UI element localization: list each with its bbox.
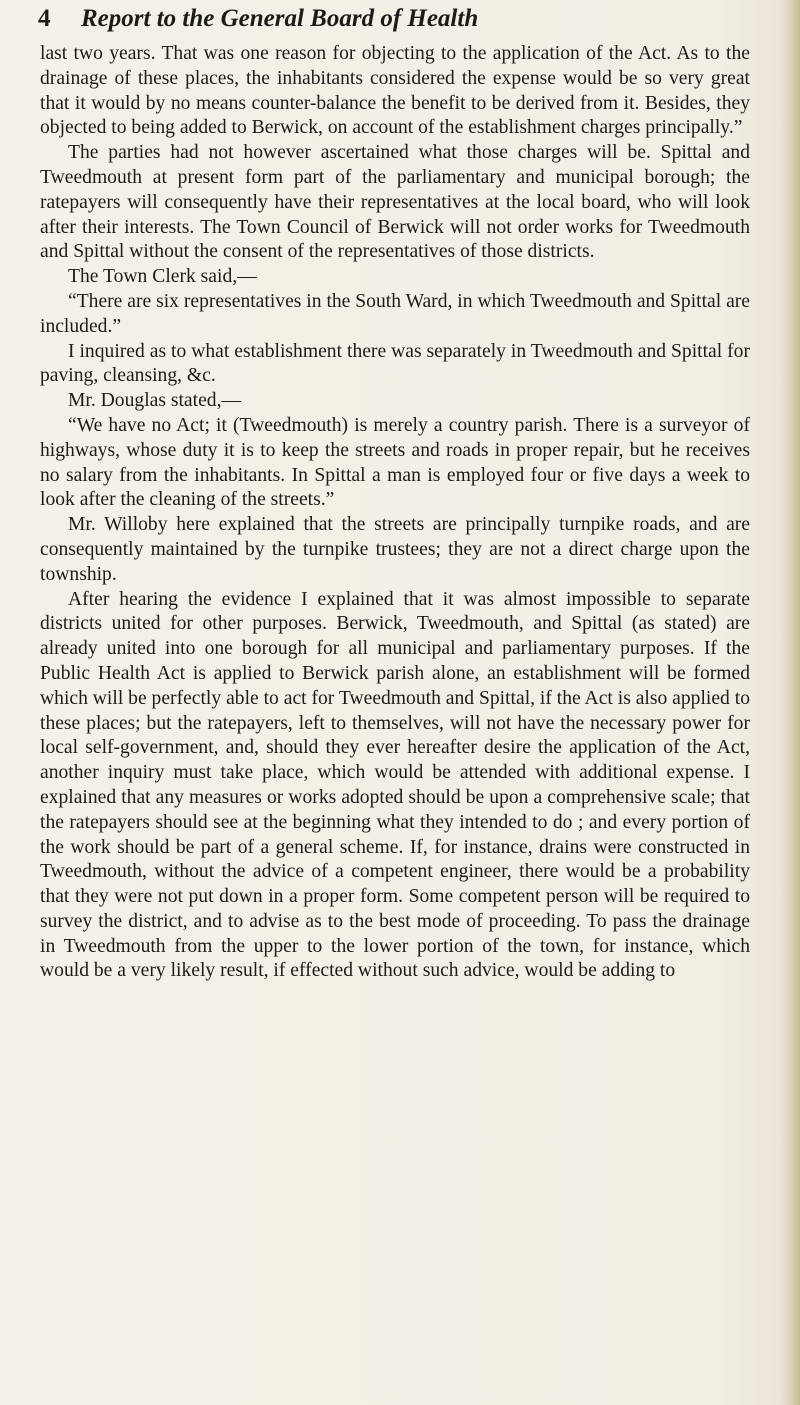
page-edge-shading bbox=[778, 0, 800, 1405]
paragraph: “There are six representatives in the South Ward, in which Tweedmouth and Spittal are included.” bbox=[40, 290, 750, 337]
paragraph: After hearing the evidence I explained that it was almost impossible to separate districts united for other purposes. Berwick, Tweedmouth, and Spittal (as stated) are already united into one borough for all municipal and parliamentary purposes. If the Public Health Act is applied to Berwick parish alone, an establishment will be formed which will be perfectly able to act for Tweedmouth and Spittal, if the Act is also applied to these places; but the ratepayers, left to themselves, will not have the necessary power for local self-government, and, should they ever hereafter desire the application of the Act, another inquiry must take place, which would be attended with additional expense. I explained that any measures or works adopted should be upon a comprehensive scale; that the ratepayers should see at the beginning what they intended to do ; and every portion of the work should be part of a general scheme. If, for instance, drains were constructed in Tweedmouth, without the advice of a competent engineer, there would be a probability that they were not put down in a proper form. Some competent person will be required to survey the district, and to advise as to the best mode of proceeding. To pass the drainage in Tweedmouth from the upper to the lower portion of the town, for instance, which would be a very likely result, if effected without such advice, would be adding to bbox=[40, 588, 750, 982]
paragraph: Mr. Douglas stated,— bbox=[68, 390, 242, 412]
paragraph: “We have no Act; it (Tweedmouth) is merely a country parish. There is a surveyor of highways, whose duty it is to keep the streets and roads in proper repair, but he receives no salary from the inhabitants. In Spittal a man is employed four or five days a week to look after the cleaning of the streets.” bbox=[40, 414, 750, 511]
paragraph: last two years. That was one reason for objecting to the application of the Act. As to the drainage of these places, the inhabitants considered the expense would be so very great that it would by no means counter-balance the benefit to be derived from it. Besides, they objected to being added to Berwick, on account of the establishment charges principally.” bbox=[40, 43, 750, 139]
paragraph: Mr. Willoby here explained that the streets are principally turnpike roads, and are consequently maintained by the turnpike trustees; they are not a direct charge upon the township. bbox=[40, 514, 750, 585]
paragraph: I inquired as to what establishment there was separately in Tweedmouth and Spittal for paving, cleansing, &c. bbox=[40, 340, 750, 387]
page-number: 4 bbox=[38, 5, 51, 32]
running-title: Report to the General Board of Health bbox=[81, 5, 479, 32]
page-header bbox=[38, 2, 750, 38]
paragraph: The parties had not however ascertained what those charges will be. Spittal and Tweedmouth at present form part of the parliamentary and municipal borough; the ratepayers will consequently have their representatives at the local board, who will look after their interests. The Town Council of Berwick will not order works for Tweedmouth and Spittal without the consent of the representatives of those districts. bbox=[40, 142, 750, 263]
paragraph: The Town Clerk said,— bbox=[68, 266, 257, 288]
body-text bbox=[40, 42, 750, 984]
